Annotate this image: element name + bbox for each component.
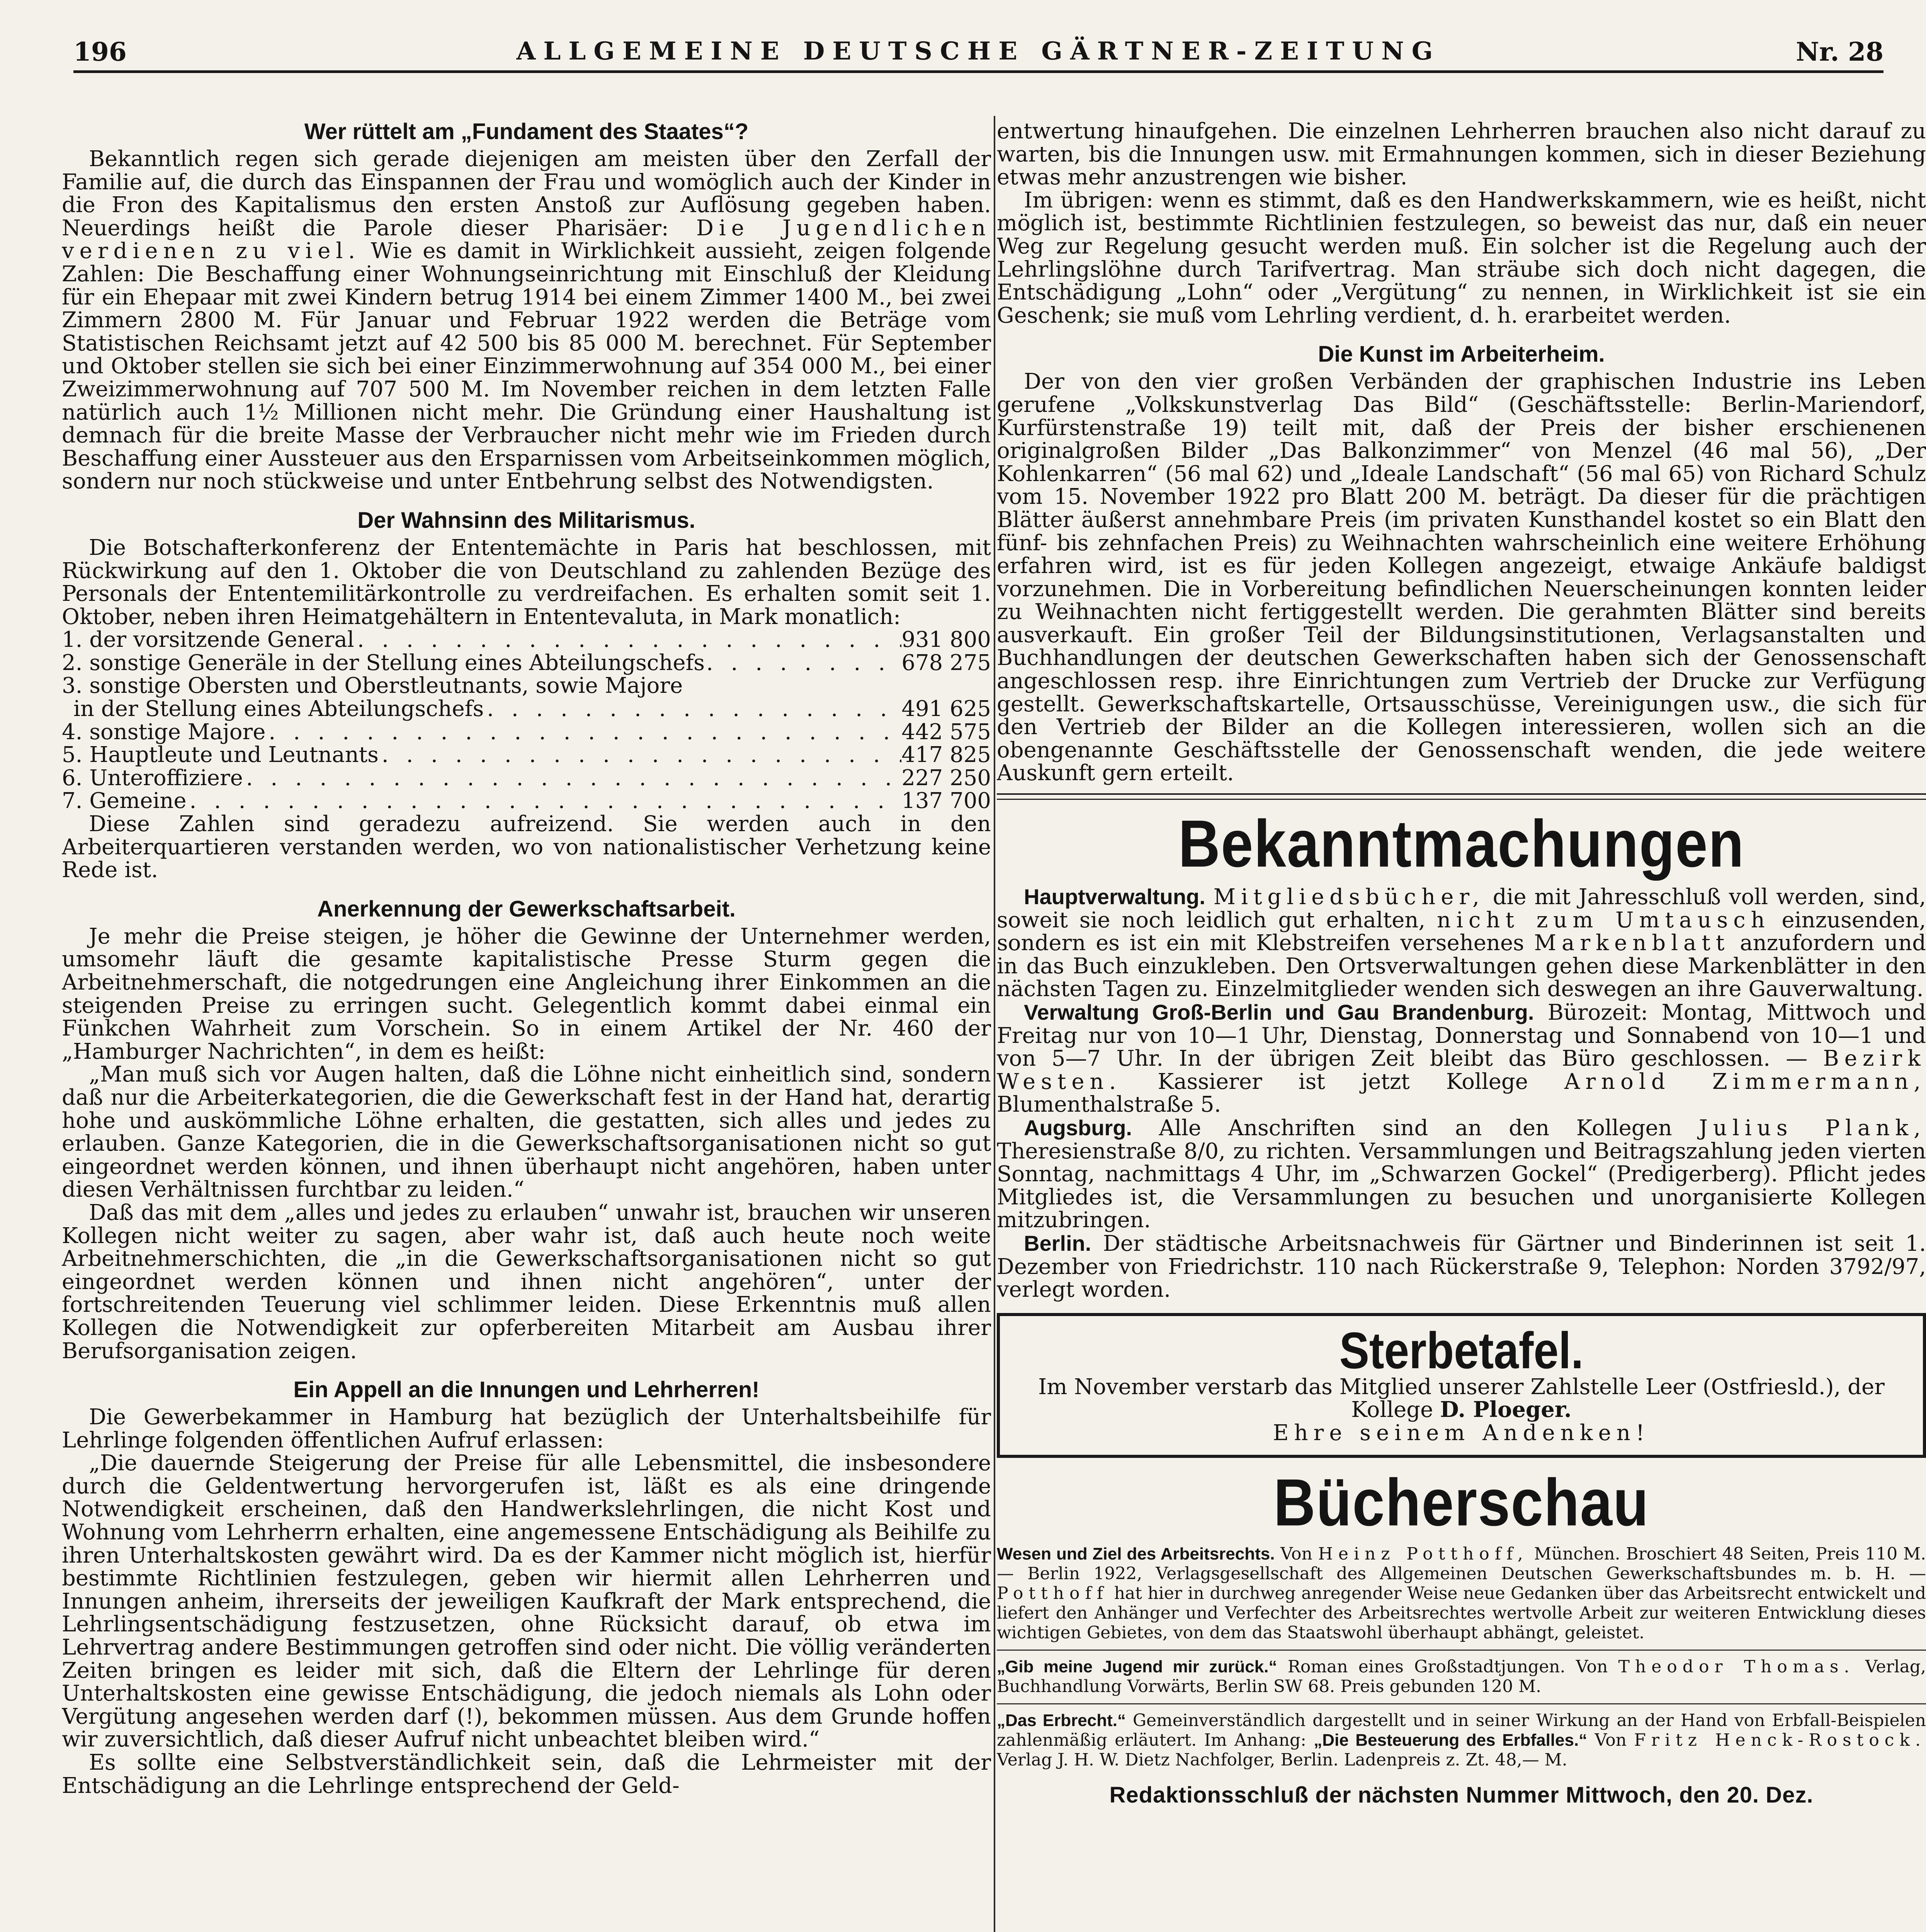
review-item: „Das Erbrecht.“ Gemeinverständlich dargestellt und in seiner Wirkung an der Hand von Erbfall-Beispielen zahlenmäßig erläutert. Im Anhang: „Die Besteuerung des Erbfalles.“ Von Fritz Henck-Rostock. Verlag J. H. W. Dietz Nachfolger, Berlin. Ladenpreis z. Zt. 48,— M. — [997, 1710, 1926, 1770]
header-rule — [73, 70, 1884, 73]
review-divider — [997, 1703, 1926, 1704]
left-column — [62, 120, 991, 1932]
paragraph: Der von den vier großen Verbänden der graphischen Industrie ins Leben gerufene „Volkskunstverlag Das Bild“ (Geschäftsstelle: Berlin-Mariendorf, Kurfürstenstraße 19) teilt mit, daß der Preis der bisher erschienenen originalgroßen Bilder „Das Balkonzimmer“ von Menzel (46 mal 56), „Der Kohlenkarren“ (56 mal 62) und „Ideale Landschaft“ (56 mal 65) von Richard Schulz vom 15. November 1922 pro Blatt 200 M. beträgt. Da dieser für die prächtigen Blätter äußerst annehmbare Preis (im privaten Kunsthandel kostet so ein Blatt den fünf- bis zehnfachen Preis) zu Weihnachten wahrscheinlich eine weitere Erhöhung erfahren wird, ist es für jeden Kollegen angezeigt, etwaige Ankäufe baldigst vorzunehmen. Die in Vorbereitung befindlichen Neuerscheinungen konnten leider zu Weihnachten nicht fertiggestellt werden. Die gerahmten Blätter sind bereits ausverkauft. Ein großer Teil der Bildungsinstitutionen, Verlagsanstalten und Buchhandlungen der deutschen Gewerkschaften haben sich der Genossenschaft angeschlossen resp. ihre Einrichtungen zum Vertrieb der Drucke zur Verfügung gestellt. Gewerkschaftskartelle, Ortsausschüsse, Vereinigungen usw., die sich für den Vertrieb der Bilder an die Kollegen interessieren, wollen sich an die obengenannte Geschäftsstelle der Genossenschaft wenden, die jede weitere Auskunft gern erteilt. — [997, 369, 1926, 786]
paragraph: Die Botschafterkonferenz der Ententemächte in Paris hat beschlossen, mit Rückwirkung auf den 1. Oktober die von Deutschland zu zahlenden Bezüge des Personals der Ententemilitärkontrolle zu verdreifachen. Es erhalten somit seit 1. Oktober, neben ihren Heimatgehältern in Ententevaluta, in Mark monatlich: — [62, 535, 991, 629]
paragraph: Die Gewerbekammer in Hamburg hat bezüglich der Unterhaltsbeihilfe für Lehrlinge folgenden öffentlichen Aufruf erlassen: — [62, 1405, 991, 1453]
column-divider — [994, 116, 995, 1932]
notice: Berlin. Der städtische Arbeitsnachweis für Gärtner und Binderinnen ist seit 1. Dezember von Friedrichstr. 110 nach Rückerstraße 9, Telephon: Norden 3792/97, verlegt worden. — [997, 1231, 1926, 1303]
paragraph: Diese Zahlen sind geradezu aufreizend. Sie werden auch in den Arbeiterquartieren verstanden werden, wo von nationalistischer Verhetzung keine Rede ist. — [62, 811, 991, 883]
review-item: Wesen und Ziel des Arbeitsrechts. Von Heinz Potthoff, München. Broschiert 48 Seiten, Preis 110 M. — Berlin 1922, Verlagsgesellschaft des Allgemeinen Deutschen Gewerkschaftsbundes m. b. H. — Potthoff hat hier in durchweg anregender Weise neue Gedanken über das Arbeitsrecht entwickelt und liefert den Anhänger und Verfechter des Arbeitsrechtes wertvolle Arbeit zur weiteren Entwicklung dieses wichtigen Gebietes, von dem das Staatswohl überhaupt abhängt, geleistet. — [997, 1544, 1926, 1643]
paragraph: Im übrigen: wenn es stimmt, daß es den Handwerkskammern, wie es heißt, nicht möglich ist, bestimmte Richtlinien festzulegen, so beweist das nur, daß ein neuer Weg zur Regelung gesucht werden muß. Ein solcher ist die Regelung auch der Lehrlingslöhne durch Tarifvertrag. Man sträube sich doch nicht dagegen, die Entschädigung „Lohn“ oder „Vergütung“ zu nennen, in Wirklichkeit ist sie ein Geschenk; sie muß vom Lehrling verdient, d. h. erarbeitet werden. — [997, 187, 1926, 328]
review-divider — [997, 1650, 1926, 1651]
notice-lead: Hauptverwaltung. — [1024, 884, 1205, 909]
right-column — [997, 120, 1926, 1932]
notice-lead: Berlin. — [1024, 1231, 1091, 1255]
obituary-box — [997, 1313, 1926, 1458]
quote-paragraph: „Die dauernde Steigerung der Preise für alle Lebensmittel, die insbesondere durch die Geldentwertung hervorgerufen ist, läßt es als eine dringende Notwendigkeit erscheinen, daß den Handwerkslehrlingen, die nicht Kost und Wohnung vom Lehrherrn erhalten, eine angemessene Entschädigung als Beihilfe zu ihren Unterhaltskosten gewährt wird. Da es der Kammer nicht möglich ist, hierfür bestimmte Richtlinien festzulegen, geben wir hiermit allen Lehrherren und Innungen anheim, ihrerseits der jeweiligen Kaufkraft der Mark entsprechend, die Lehrlingsentschädigung festzusetzen, ohne Rücksicht darauf, ob etwa im Lehrvertrag andere Bestimmungen getroffen sind oder nicht. Die völlig veränderten Zeiten bringen es leider mit sich, daß die Eltern der Lehrlinge für deren Unterhaltskosten eine gewisse Entschädigung, die jedoch niemals als Lohn oder Vergütung angesehen werden darf (!), bekommen müssen. Aus dem Grunde hoffen wir zuversichtlich, daß dieser Aufruf nicht unbeachtet bleiben wird.“ — [62, 1451, 991, 1752]
list-item: 6. Unteroffiziere . . . 227 250 — [62, 767, 991, 790]
section-banner-bekanntmachungen: Bekanntmachungen — [1178, 806, 1745, 881]
article-title-appell: Ein Appell an die Innungen und Lehrherren! — [293, 1377, 760, 1403]
paragraph: Bekanntlich regen sich gerade diejenigen am meisten über den Zerfall der Familie auf, die durch das Einspannen der Frau und womöglich auch der Kinder in die Fron des Kapitalismus den ersten Anstoß zur Auflösung gegeben haben. Neuerdings heißt die Parole dieser Pharisäer: Die Jugendlichen verdienen zu viel. Wie es damit in Wirklichkeit aussieht, zeigen folgende Zahlen: Die Beschaffung einer Wohnungseinrichtung mit Einschluß der Kleidung für ein Ehepaar mit zwei Kindern betrug 1914 bei einem Zimmer 1400 M., bei zwei Zimmern 2800 M. Für Januar und Februar 1922 werden die Beträge vom Statistischen Reichsamt jetzt auf 42 500 bis 85 000 M. berechnet. Für September und Oktober stellen sie sich bei einer Einzimmerwohnung auf 354 000 M., bei einer Zweizimmerwohnung auf 707 500 M. Im November reichen in dem letzten Falle natürlich auch 1½ Millionen nicht mehr. Die Gründung einer Haushaltung ist demnach für die breite Masse der Verbraucher nicht mehr wie im Frieden durch Beschaffung einer Aussteuer aus den Ersparnissen vom Arbeitseinkommen möglich, sondern nur noch stückweise und unter Entbehrung selbst des Notwendigsten. — [62, 146, 991, 494]
obituary-text: Im November verstarb das Mitglied unserer Zahlstelle Leer (Ostfriesld.), der Kollege D. Ploeger. — [1038, 1374, 1885, 1423]
list-item: 7. Gemeine . . . 137 700 — [62, 789, 991, 813]
section-banner-buecherschau: Bücherschau — [1273, 1464, 1649, 1540]
notice-lead: Verwaltung Groß-Berlin und Gau Brandenburg. — [1024, 1000, 1534, 1024]
spaced-emphasis: Die Jugendlichen verdienen zu viel. — [62, 215, 991, 264]
editorial-deadline: Redaktionsschluß der nächsten Nummer Mittwoch, den 20. Dez. — [1109, 1782, 1814, 1808]
notice-lead: Augsburg. — [1024, 1115, 1132, 1140]
obituary-closing: Ehre seinem Andenken! — [1273, 1420, 1650, 1446]
notice: Verwaltung Groß-Berlin und Gau Brandenburg. Bürozeit: Montag, Mittwoch und Freitag nur von 10—1 Uhr, Dienstag, Donnerstag und Sonnabend von 10—1 und von 5—7 Uhr. In der übrigen Zeit bleibt das Büro geschlossen. — Bezirk Westen. Kassierer ist jetzt Kollege Arnold Zimmermann, Blumenthalstraße 5. — [997, 1000, 1926, 1117]
article-title-kunst: Die Kunst im Arbeiterheim. — [1318, 342, 1605, 367]
masthead — [73, 37, 1884, 68]
newspaper-title: ALLGEMEINE DEUTSCHE GÄRTNER-ZEITUNG — [516, 37, 1441, 66]
notice: Hauptverwaltung. Mitgliedsbücher, die mit Jahresschluß voll werden, sind, soweit sie noch leidlich gut erhalten, nicht zum Umtausch einzusenden, sondern es ist ein mit Klebstreifen versehenes Markenblatt anzufordern und in das Buch einzukleben. Den Ortsverwaltungen gehen diese Markenblätter in den nächsten Tagen zu. Einzelmitglieder wenden sich deswegen an ihre Gauverwaltung. — [997, 884, 1926, 1002]
review-item: „Gib meine Jugend mir zurück.“ Roman eines Großstadtjungen. Von Theodor Thomas. Verlag, Buchhandlung Vorwärts, Berlin SW 68. Preis gebunden 120 M. — [997, 1656, 1926, 1696]
article-title-anerkennung: Anerkennung der Gewerkschaftsarbeit. — [317, 896, 736, 922]
book-reviews — [997, 1544, 1926, 1770]
quote-paragraph: „Man muß sich vor Augen halten, daß die Löhne nicht einheitlich sind, sondern daß nur die Arbeiterkategorien, die die Gewerkschaft fest in der Hand hat, derartig hohe und auskömmliche Löhne erhalten, die gestatten, sich alles und jedes zu erlauben. Ganze Kategorien, die in die Gewerkschaftsorganisationen nicht so gut eingeordnet werden können, und ihnen überhaupt nicht angehören, haben unter diesen Verhältnissen furchtbar zu leiden.“ — [62, 1062, 991, 1202]
issue-number: Nr. 28 — [1796, 37, 1884, 67]
list-item: 3. sonstige Obersten und Oberstleutnants, sowie Majore — [62, 673, 683, 699]
list-item: 5. Hauptleute und Leutnants . . . 417 825 — [62, 743, 991, 767]
paragraph: Je mehr die Preise steigen, je höher die Gewinne der Unternehmer werden, umsomehr läuft die gesamte kapitalistische Presse Sturm gegen die Arbeitnehmerschaft, die notgedrungen eine Angleichung ihrer Einkommen an die steigenden Preise zu erringen sucht. Gelegentlich kommt dabei einmal ein Fünkchen Wahrheit zum Vorschein. So in einem Artikel der Nr. 460 der „Hamburger Nachrichten“, in dem es heißt: — [62, 923, 991, 1064]
paragraph: entwertung hinaufgehen. Die einzelnen Lehrherren brauchen also nicht darauf zu warten, bis die Innungen usw. mit Ermahnungen kommen, sich in dieser Beziehung etwas mehr anzustrengen wie bisher. — [997, 120, 1926, 190]
salary-list — [62, 628, 991, 813]
obituary-title: Sterbetafel. — [1339, 1321, 1584, 1379]
list-item: 1. der vorsitzende General . . . 931 800 — [62, 628, 991, 651]
list-item: 2. sonstige Generäle in der Stellung eines Abteilungschefs . . . 678 275 — [62, 651, 991, 675]
list-item: in der Stellung eines Abteilungschefs . . . 491 625 — [62, 697, 991, 721]
list-item: 4. sonstige Majore . . . 442 575 — [62, 721, 991, 744]
paragraph: Daß das mit dem „alles und jedes zu erlauben“ unwahr ist, brauchen wir unseren Kollegen nicht weiter zu sagen, aber wahr ist, daß auch heute noch weite Arbeitnehmerschichten, die „in die Gewerkschaftsorganisationen nicht so gut eingeordnet werden können und ihnen nicht angehören“, unter der fortschreitenden Teuerung viel schlimmer leiden. Diese Erkenntnis muß allen Kollegen die Notwendigkeit zur opferbereiten Mitarbeit am Ausbau ihrer Berufsorganisation zeigen. — [62, 1200, 991, 1364]
article-title-militarismus: Der Wahnsinn des Militarismus. — [357, 507, 695, 533]
page-number: 196 — [73, 37, 127, 67]
notice: Augsburg. Alle Anschriften sind an den Kollegen Julius Plank, Theresienstraße 8/0, zu richten. Versammlungen und Beitragszahlung jeden vierten Sonntag, nachmittags 4 Uhr, im „Schwarzen Gockel“ (Predigerberg). Pflicht jedes Mitgliedes ist, die Versammlungen zu besuchen und unorganisierte Kollegen mitzubringen. — [997, 1115, 1926, 1233]
section-divider — [997, 793, 1926, 800]
article-title-fundament: Wer rüttelt am „Fundament des Staates“? — [304, 120, 749, 144]
paragraph: Es sollte eine Selbstverständlichkeit sein, daß die Lehrmeister mit der Entschädigung an die Lehrlinge entsprechend der Geld- — [62, 1750, 991, 1798]
